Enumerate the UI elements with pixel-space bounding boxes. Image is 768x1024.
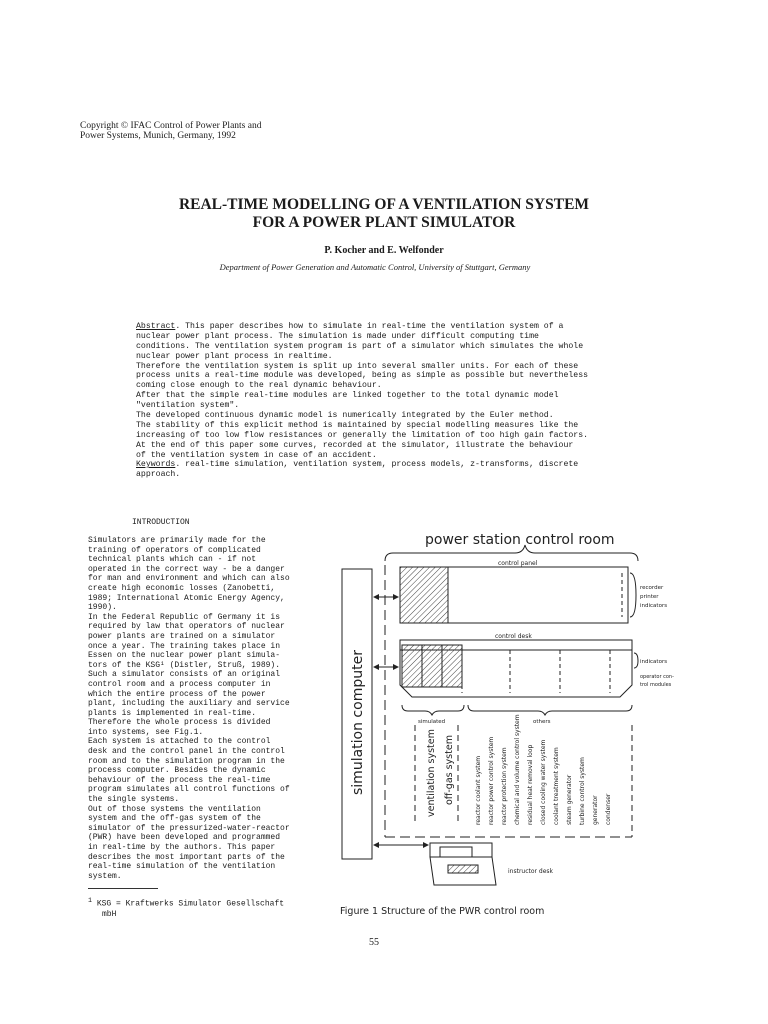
printer-label: printer xyxy=(640,594,659,600)
system-label: reactor coolant system xyxy=(475,755,482,825)
panel-indicators-label: indicators xyxy=(640,603,668,609)
system-label: residual heat removal loop xyxy=(527,744,534,825)
figure-title: power station control room xyxy=(425,532,615,548)
introduction-line: for man and environment and which can also xyxy=(88,574,290,584)
control-panel-label: control panel xyxy=(498,560,538,567)
keywords-second-line: approach. xyxy=(136,469,181,479)
instructor-desk-label: instructor desk xyxy=(508,868,554,875)
abstract-first-line xyxy=(136,322,636,332)
system-label: turbine control system xyxy=(579,757,586,825)
abstract-line: The stability of this explicit method is maintained by special modelling measures like the xyxy=(136,420,579,430)
introduction-line: system and the off-gas system of the xyxy=(88,814,261,824)
abstract-line: The developed continuous dynamic model is numerically integrated by the Euler method. xyxy=(136,411,554,421)
introduction-line: once a year. The training takes place in xyxy=(88,641,281,651)
simulation-computer-label: simulation computer xyxy=(350,650,366,795)
others-label: others xyxy=(533,719,551,725)
abstract-line: coming close enough to the real dynamic behaviour. xyxy=(136,381,382,391)
abstract-line: nuclear power plant process. The simulation is made under difficult computing time xyxy=(136,331,539,341)
footnote-rule xyxy=(88,888,158,889)
abstract-body xyxy=(136,332,636,461)
control-panel-simulated-section xyxy=(400,567,448,623)
introduction-line: (PWR) have been developed and programmed xyxy=(88,833,281,843)
figure-caption: Figure 1 Structure of the PWR control room xyxy=(340,906,545,917)
instructor-desk-screen-frame xyxy=(430,843,492,857)
off-gas-system-label: off-gas system xyxy=(444,735,455,805)
introduction-line: process computer. Besides the dynamic xyxy=(88,766,266,776)
abstract-line: nuclear power plant process in realtime. xyxy=(136,351,333,361)
indicators-label: indicators xyxy=(640,659,668,665)
abstract-line: increasing of too low flow resistances or generally the limitation of too high gain factors. xyxy=(136,430,589,440)
abstract-line: At the end of this paper some curves, recorded at the simulator, illustrate the behaviour xyxy=(136,440,574,450)
introduction-line: control room and a process computer in xyxy=(88,679,271,689)
keywords-label: Keywords xyxy=(136,460,176,469)
simulated-brace xyxy=(402,705,464,715)
copyright-notice xyxy=(80,121,261,141)
systems-list xyxy=(475,714,612,825)
others-brace xyxy=(468,705,632,715)
footnote-marker: 1 xyxy=(88,896,92,904)
introduction-line: create high economic losses (Zanobetti, xyxy=(88,583,276,593)
system-label: steam generator xyxy=(566,774,573,825)
system-label: reactor protection system xyxy=(501,747,508,825)
abstract xyxy=(136,322,636,460)
title-line-2: FOR A POWER PLANT SIMULATOR xyxy=(252,214,516,231)
introduction-line: which the entire process of the power xyxy=(88,689,266,699)
introduction-line: in real-time by the authors. This paper xyxy=(88,843,276,852)
indicators-brace xyxy=(634,653,638,668)
operator-modules-label-1: operator con- xyxy=(640,674,674,680)
introduction-line: 1989; International Atomic Energy Agency, xyxy=(88,593,285,603)
introduction-line: technical plants which can - if not xyxy=(88,555,257,565)
recorder-brace xyxy=(630,573,636,617)
title-line-1: REAL-TIME MODELLING OF A VENTILATION SYSTEM xyxy=(178,196,590,213)
introduction-line: Simulators are primarily made for the xyxy=(88,536,266,545)
introduction-line: system. xyxy=(88,871,122,881)
abstract-line: process units a real-time module was developed, being as simple as possible but nevertheless xyxy=(136,371,589,381)
introduction-line: 1990). xyxy=(88,603,117,613)
control-desk-simulated-section xyxy=(402,645,462,687)
instructor-desk-keyboard xyxy=(448,865,478,873)
keywords-first-line xyxy=(136,460,636,470)
introduction-body xyxy=(88,536,312,881)
introduction-line: behaviour of the process the real-time xyxy=(88,775,271,785)
introduction-line: describes the most important parts of the xyxy=(88,852,285,862)
abstract-label: Abstract xyxy=(136,322,176,331)
introduction-line: real-time simulation of the ventilation xyxy=(88,862,276,872)
introduction-line: simulator of the pressurized-water-reactor xyxy=(88,823,290,833)
keywords xyxy=(136,460,636,480)
abstract-line: "ventilation system". xyxy=(136,401,240,411)
paper-title xyxy=(0,196,768,232)
introduction-line: the single systems. xyxy=(88,795,180,805)
introduction-line: Essen on the nuclear power plant simula- xyxy=(88,651,281,661)
introduction-heading: INTRODUCTION xyxy=(132,518,190,527)
system-label: reactor power control system xyxy=(488,736,495,825)
system-label: generator xyxy=(592,795,599,825)
introduction-line: In the Federal Republic of Germany it is xyxy=(88,612,281,622)
abstract-line: of the ventilation system in case of an accident. xyxy=(136,450,377,460)
system-label: condenser xyxy=(605,793,612,825)
page-number: 55 xyxy=(369,937,379,948)
copyright-line-1: Copyright © IFAC Control of Power Plants and xyxy=(80,121,262,131)
footnote-text-1: KSG = Kraftwerks Simulator Gesellschaft xyxy=(96,899,285,909)
abstract-line: After that the simple real-time modules are linked together to the total dynamic model xyxy=(136,391,559,401)
system-label: coolant treatment system xyxy=(553,747,560,825)
introduction-line: Therefore the whole process is divided xyxy=(88,718,271,728)
operator-modules-label-2: trol modules xyxy=(640,682,672,688)
introduction-line: required by law that operators of nuclear xyxy=(88,622,285,632)
introduction-line: power plants are trained on a simulator xyxy=(88,631,276,641)
authors: P. Kocher and E. Welfonder xyxy=(324,245,444,256)
footnote-line-2: mbH xyxy=(102,909,117,919)
abstract-line: Therefore the ventilation system is split up into several smaller units. For each of these xyxy=(136,361,579,371)
instructor-desk-screen xyxy=(440,847,472,857)
introduction-line: program simulates all control functions of xyxy=(88,785,290,795)
system-label: closed cooling water system xyxy=(540,739,547,825)
introduction-line: operated in the correct way - be a danger xyxy=(88,564,285,574)
introduction-line: Such a simulator consists of an original xyxy=(88,670,281,680)
recorder-label: recorder xyxy=(640,585,664,591)
introduction-line: Each system is attached to the control xyxy=(88,737,271,747)
introduction-line: tors of the KSG¹ (Distler, Struß, 1989). xyxy=(88,660,281,670)
footnote-line-1 xyxy=(88,895,284,910)
affiliation: Department of Power Generation and Automatic Control, University of Stuttgart, Germany xyxy=(219,262,531,272)
copyright-line-2: Power Systems, Munich, Germany, 1992 xyxy=(80,131,236,141)
introduction-line: plants is implemented in real-time. xyxy=(88,708,257,718)
figure-1-diagram xyxy=(330,525,674,925)
system-label: chemical and volume control system xyxy=(514,714,521,825)
ventilation-system-label: ventilation system xyxy=(426,729,437,817)
control-desk-label: control desk xyxy=(495,633,532,640)
footnote xyxy=(88,895,284,920)
introduction-line: training of operators of complicated xyxy=(88,545,261,555)
abstract-first-line-text: . This paper describes how to simulate in real-time the ventilation system of a xyxy=(175,322,564,331)
introduction-line: plant, including the auxiliary and service xyxy=(88,699,290,709)
introduction-line: into systems, see Fig.1. xyxy=(88,727,204,737)
introduction-line: Out of those systems the ventilation xyxy=(88,804,261,814)
introduction-line: room and to the simulation program in the xyxy=(88,756,285,766)
introduction-line: desk and the control panel in the control xyxy=(88,747,285,757)
simulated-label: simulated xyxy=(418,719,446,725)
abstract-line: conditions. The ventilation system program is part of a simulator which simulates the whole xyxy=(136,341,584,351)
keywords-first-line-text: . real-time simulation, ventilation system, process models, z-transforms, discrete xyxy=(175,460,579,469)
